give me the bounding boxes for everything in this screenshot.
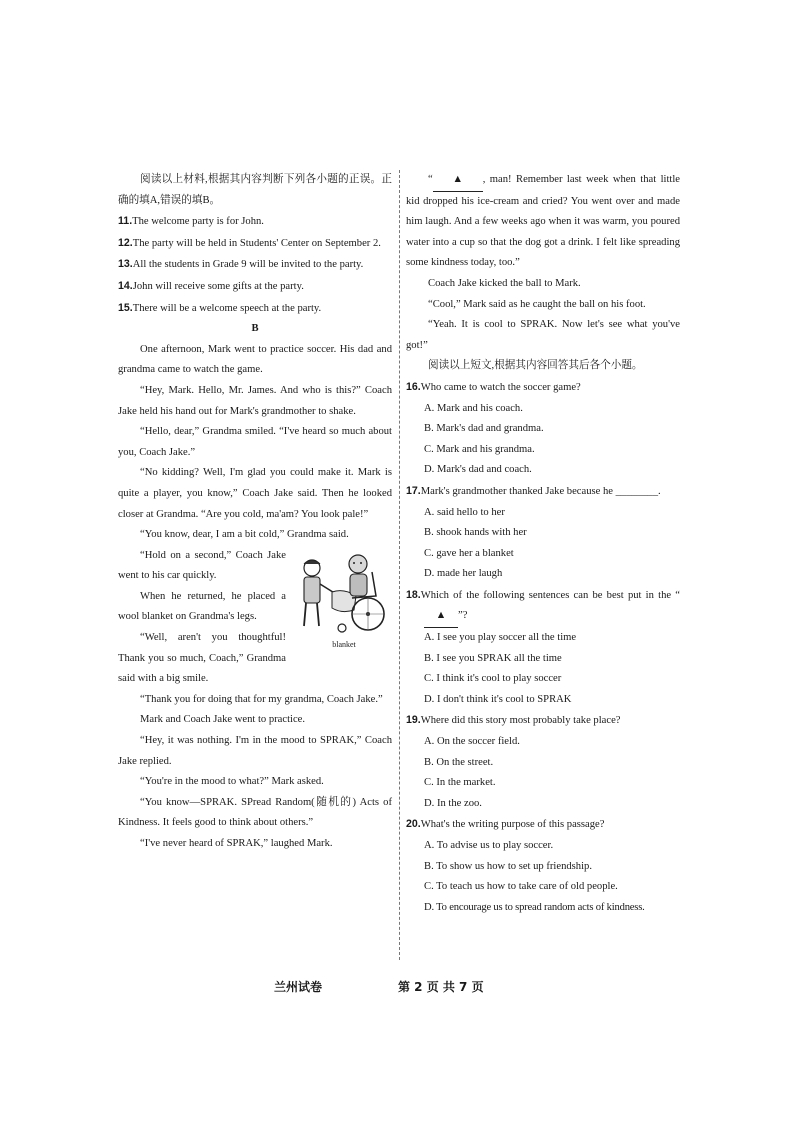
story-paragraph: “You know—SPRAK. SPread Random(随机的) Acts of Kindness. It feels good to think about others.”: [118, 796, 392, 829]
option: C. In the market.: [424, 777, 496, 789]
illustration-figure: [292, 548, 396, 656]
question-text: Mark's grandmother thanked Jake because he ________.: [420, 485, 661, 497]
question-text: There will be a welcome speech at the party.: [132, 302, 322, 314]
story-paragraph: “Thank you for doing that for my grandma, Coach Jake.”: [140, 693, 383, 705]
option: C. gave her a blanket: [424, 547, 514, 559]
option: D. Mark's dad and coach.: [424, 464, 532, 476]
option: B. To show us how to set up friendship.: [424, 860, 592, 872]
story-paragraph-with-blank: [406, 170, 680, 274]
question-text-end: ”?: [458, 610, 468, 622]
question-14: [118, 276, 392, 298]
question-19: [406, 710, 680, 732]
question-text: Where did this story most probably take place?: [420, 715, 621, 727]
question-number: 20.: [406, 818, 421, 831]
paragraph-text: , man! Remember last week when that little kid dropped his ice-cream and cried? You went over and made him laugh. And a few weeks ago when it was warm, you poured water into a cup so that the dog got a drink. I felt like spreading some kindness today, too.”: [406, 174, 680, 269]
question-number: 19.: [406, 714, 421, 727]
story-paragraph: “Well, aren't you thoughtful! Thank you so much, Coach,” Grandma said with a big smile.: [118, 632, 286, 685]
answer-blank: ▲: [424, 606, 458, 628]
coach-grandma-illustration: [292, 548, 392, 640]
question-number: 14.: [118, 279, 133, 292]
page-number: 第 2 页 共 7 页: [398, 980, 484, 994]
story-paragraph: One afternoon, Mark went to practice soccer. His dad and grandma came to watch the game.: [118, 343, 392, 376]
question-number: 18.: [406, 588, 421, 601]
option: C. Mark and his grandma.: [424, 443, 535, 455]
story-paragraph: “Hello, dear,” Grandma smiled. “I've heard so much about you, Coach Jake.”: [118, 426, 392, 458]
story-paragraph: “Yeah. It is cool to SPRAK. Now let's see what you've got!”: [406, 319, 680, 351]
story-paragraph: Mark and Coach Jake went to practice.: [140, 714, 306, 726]
story-paragraph: When he returned, he placed a wool blanket on Grandma's legs.: [118, 590, 286, 623]
question-number: 12.: [118, 236, 133, 249]
option: A. To advise us to play soccer.: [424, 840, 554, 851]
instruction-tf: 阅读以上材料,根据其内容判断下列各小题的正误。正确的填A,错误的填B。: [118, 174, 392, 206]
option: C. I think it's cool to play soccer: [424, 673, 562, 685]
story-paragraph: Coach Jake kicked the ball to Mark.: [428, 277, 581, 289]
option: D. In the zoo.: [424, 797, 482, 809]
answer-blank: ▲: [433, 170, 483, 192]
column-divider: [399, 170, 400, 960]
option: A. I see you play soccer all the time: [424, 632, 577, 644]
question-15: [118, 298, 392, 320]
option: B. On the street.: [424, 756, 494, 768]
question-text: Who came to watch the soccer game?: [420, 381, 581, 393]
option: A. Mark and his coach.: [424, 402, 523, 414]
paper-name: 兰州试卷: [274, 980, 323, 994]
story-paragraph: “No kidding? Well, I'm glad you could make it. Mark is quite a player, you know,” Coach Jake said. Then he looked closer at Grandma. “Are you cold, ma'am? You look pale!”: [118, 467, 392, 520]
question-text: The party will be held in Students' Center on September 2.: [132, 237, 381, 249]
question-number: 11.: [118, 215, 133, 228]
option: D. made her laugh: [424, 568, 503, 580]
question-text: John will receive some gifts at the party.: [132, 280, 304, 292]
instruction-questions: 阅读以上短文,根据其内容回答其后各个小题。: [428, 360, 643, 372]
question-number: 17.: [406, 484, 421, 497]
option: B. shook hands with her: [424, 527, 527, 539]
option: C. To teach us how to take care of old people.: [424, 881, 618, 893]
question-12: [118, 233, 392, 255]
option: A. On the soccer field.: [424, 736, 520, 748]
story-paragraph: “Hey, it was nothing. I'm in the mood to SPRAK,” Coach Jake replied.: [118, 735, 392, 767]
question-number: 16.: [406, 380, 421, 393]
story-paragraph: “You're in the mood to what?” Mark asked.: [140, 776, 324, 788]
section-heading: B: [251, 323, 259, 335]
right-column: [406, 170, 680, 918]
question-text: What's the writing purpose of this passage?: [420, 819, 605, 831]
question-text: All the students in Grade 9 will be invited to the party.: [132, 259, 364, 271]
story-paragraph: “Hey, Mark. Hello, Mr. James. And who is this?” Coach Jake held his hand out for Mark's grandmother to shake.: [118, 384, 392, 417]
question-18: [406, 585, 680, 628]
question-16: [406, 377, 680, 399]
story-paragraph: “You know, dear, I am a bit cold,” Grandma said.: [140, 529, 349, 541]
question-13: [118, 254, 392, 276]
option: D. To encourage us to spread random acts of kindness.: [424, 901, 645, 913]
question-text: Which of the following sentences can be best put in the “: [420, 589, 680, 601]
question-20: [406, 814, 680, 836]
option: D. I don't think it's cool to SPRAK: [424, 693, 572, 705]
option: B. I see you SPRAK all the time: [424, 652, 562, 664]
story-paragraph: “I've never heard of SPRAK,” laughed Mark.: [140, 838, 333, 849]
story-paragraph: “Hold on a second,” Coach Jake went to his car quickly.: [118, 549, 286, 582]
question-17: [406, 481, 680, 503]
question-11: [118, 211, 392, 233]
figure-caption: blanket: [332, 639, 356, 649]
left-column: [118, 170, 392, 855]
open-quote: “: [428, 174, 433, 185]
question-number: 15.: [118, 301, 133, 314]
option: B. Mark's dad and grandma.: [424, 423, 544, 435]
option: A. said hello to her: [424, 506, 505, 518]
story-paragraph: “Cool,” Mark said as he caught the ball on his foot.: [428, 298, 646, 310]
question-text: The welcome party is for John.: [132, 216, 264, 228]
question-number: 13.: [118, 258, 133, 271]
